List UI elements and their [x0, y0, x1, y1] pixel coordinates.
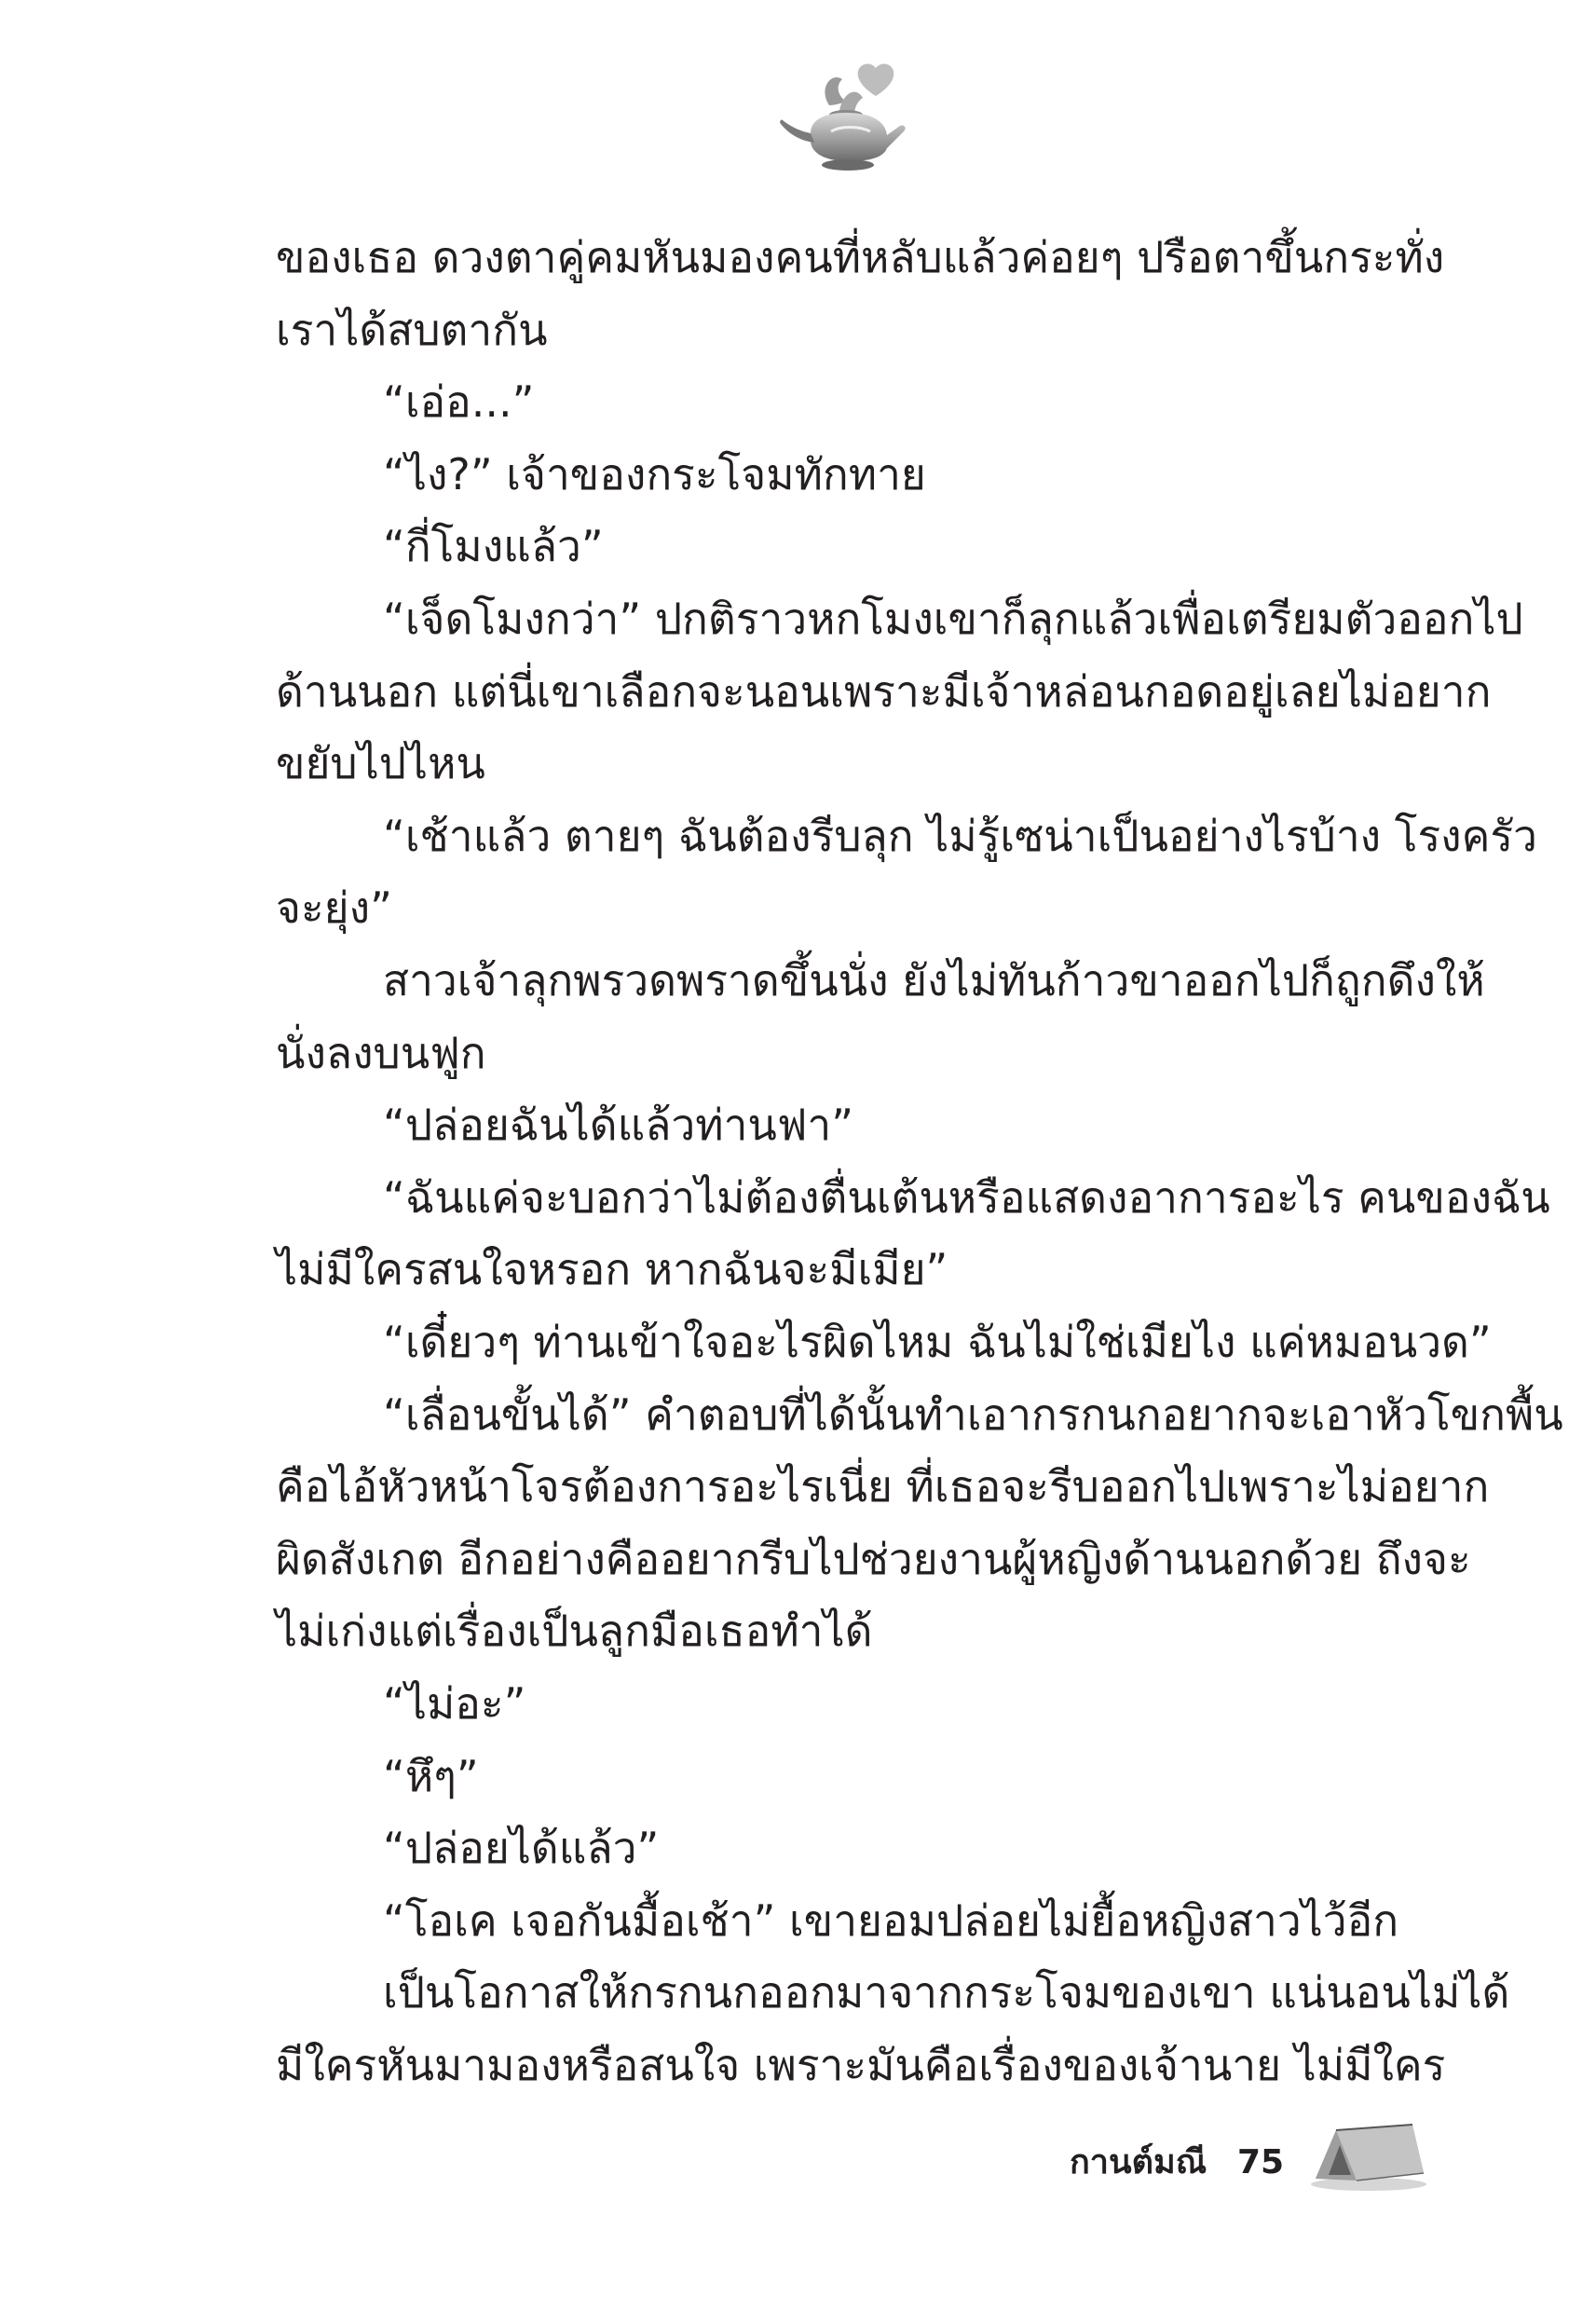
- text-line: “เอ่อ...”: [383, 376, 535, 428]
- text-line: “กี่โมงแล้ว”: [383, 521, 604, 572]
- text-line: คือไอ้หัวหน้าโจรต้องการอะไรเนี่ย ที่เธอจะรีบออกไปเพราะไม่อยาก: [276, 1461, 1490, 1512]
- text-line: “เจ็ดโมงกว่า” ปกติราวหกโมงเขาก็ลุกแล้วเพื่อเตรียมตัวออกไป: [383, 594, 1523, 644]
- text-line: “เช้าแล้ว ตายๆ ฉันต้องรีบลุก ไม่รู้เซน่าเป็นอย่างไรบ้าง โรงครัว: [383, 810, 1537, 861]
- text-line: ผิดสังเกต อีกอย่างคืออยากรีบไปช่วยงานผู้หญิงด้านนอกด้วย ถึงจะ: [276, 1533, 1471, 1584]
- tent-icon: [1308, 2117, 1429, 2192]
- text-line: นั่งลงบนฟูก: [276, 1027, 486, 1078]
- text-line: “โอเค เจอกันมื้อเช้า” เขายอมปล่อยไม่ยื้อหญิงสาวไว้อีก: [383, 1894, 1399, 1946]
- text-line: เราได้สบตากัน: [276, 304, 548, 355]
- text-line: “ปล่อยได้แล้ว”: [383, 1823, 660, 1874]
- text-line: “ไง?” เจ้าของกระโจมทักทาย: [383, 448, 926, 499]
- text-line: “เลื่อนขั้นได้” คำตอบที่ได้นั้นทำเอากรกนกอยากจะเอาหัวโขกพื้น: [383, 1388, 1563, 1440]
- text-line: “หึๆ”: [383, 1750, 479, 1801]
- text-line: ไม่เก่งแต่เรื่องเป็นลูกมือเธอทำได้: [276, 1606, 873, 1657]
- text-line: “เดี๋ยวๆ ท่านเข้าใจอะไรผิดไหม ฉันไม่ใช่เมียไง แค่หมอนวด”: [383, 1317, 1492, 1367]
- text-line: สาวเจ้าลุกพรวดพราดขึ้นนั่ง ยังไม่ทันก้าวขาออกไปก็ถูกดึงให้: [383, 955, 1485, 1005]
- text-line: ด้านนอก แต่นี่เขาเลือกจะนอนเพราะมีเจ้าหล่อนกอดอยู่เลยไม่อยาก: [276, 665, 1492, 717]
- text-line: “ฉันแค่จะบอกว่าไม่ต้องตื่นเต้นหรือแสดงอาการอะไร คนของฉัน: [383, 1171, 1550, 1223]
- text-line: มีใครหันมามองหรือสนใจ เพราะมันคือเรื่องของเจ้านาย ไม่มีใคร: [276, 2040, 1446, 2090]
- text-line: “ไม่อะ”: [383, 1678, 526, 1729]
- genie-lamp-icon: [773, 51, 913, 177]
- running-footer-title: กานต์มณี: [1070, 2143, 1207, 2181]
- text-line: ขยับไปไหน: [276, 738, 485, 789]
- text-line: “ปล่อยฉันได้แล้วท่านฟา”: [383, 1100, 854, 1151]
- text-line: จะยุ่ง”: [276, 882, 392, 934]
- text-line: เป็นโอกาสให้กรกนกออกมาจากกระโจมของเขา แน่นอนไม่ได้: [383, 1967, 1510, 2018]
- text-line: ของเธอ ดวงตาคู่คมหันมองคนที่หลับแล้วค่อยๆ ปรือตาขึ้นกระทั่ง: [276, 232, 1445, 282]
- page-number: 75: [1237, 2143, 1285, 2181]
- text-line: ไม่มีใครสนใจหรอก หากฉันจะมีเมีย”: [276, 1244, 948, 1295]
